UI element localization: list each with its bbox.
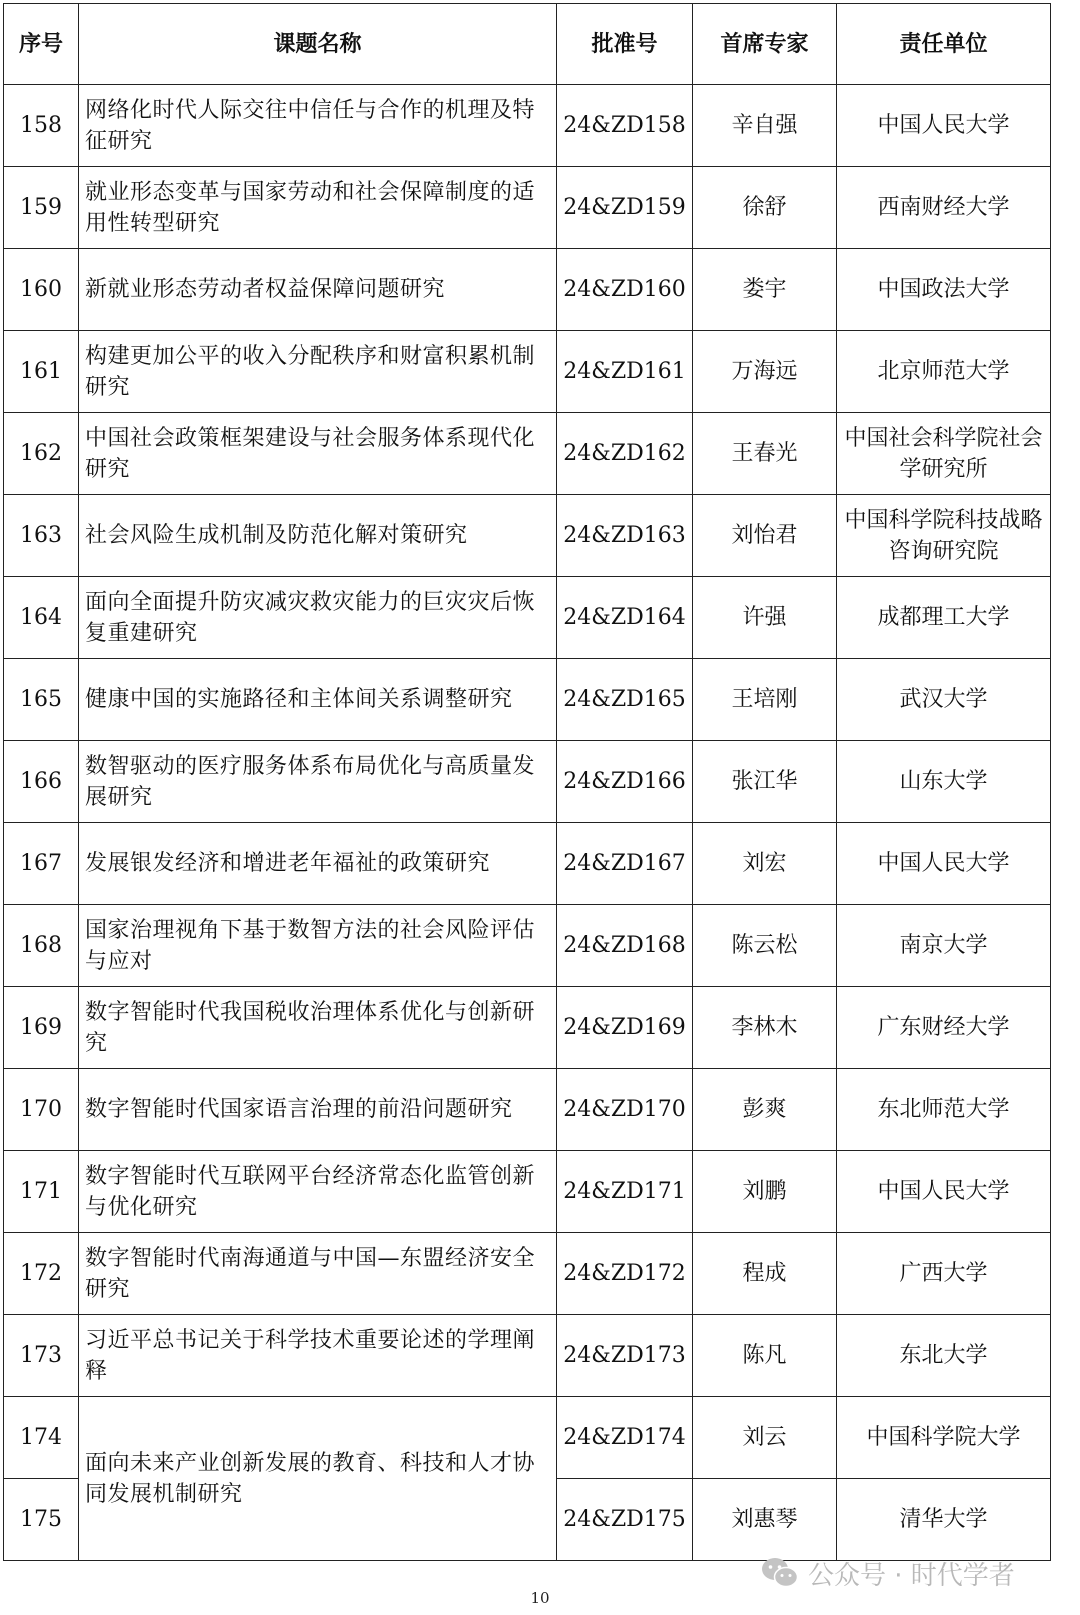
cell-unit: 中国科学院大学 — [837, 1397, 1051, 1479]
cell-unit: 中国人民大学 — [837, 1151, 1051, 1233]
cell-title-merged: 面向未来产业创新发展的教育、科技和人才协同发展机制研究 — [79, 1397, 557, 1561]
cell-unit: 清华大学 — [837, 1479, 1051, 1561]
cell-index: 158 — [4, 85, 79, 167]
cell-expert: 刘鹏 — [693, 1151, 837, 1233]
cell-expert: 陈云松 — [693, 905, 837, 987]
cell-title: 数字智能时代国家语言治理的前沿问题研究 — [79, 1069, 557, 1151]
cell-title: 数字智能时代南海通道与中国—东盟经济安全研究 — [79, 1233, 557, 1315]
cell-unit: 成都理工大学 — [837, 577, 1051, 659]
header-approval: 批准号 — [557, 4, 693, 85]
table-row — [4, 1233, 1051, 1315]
cell-approval: 24&ZD158 — [557, 85, 693, 167]
cell-expert: 徐舒 — [693, 167, 837, 249]
cell-approval: 24&ZD172 — [557, 1233, 693, 1315]
cell-unit: 中国社会科学院社会学研究所 — [837, 413, 1051, 495]
project-table — [3, 3, 1051, 1561]
cell-approval: 24&ZD166 — [557, 741, 693, 823]
cell-title: 构建更加公平的收入分配秩序和财富积累机制研究 — [79, 331, 557, 413]
cell-unit: 广西大学 — [837, 1233, 1051, 1315]
header-title: 课题名称 — [79, 4, 557, 85]
cell-expert: 王春光 — [693, 413, 837, 495]
cell-approval: 24&ZD170 — [557, 1069, 693, 1151]
cell-unit: 山东大学 — [837, 741, 1051, 823]
cell-title: 数智驱动的医疗服务体系布局优化与高质量发展研究 — [79, 741, 557, 823]
cell-index: 172 — [4, 1233, 79, 1315]
table-body — [4, 85, 1051, 1561]
cell-index: 175 — [4, 1479, 79, 1561]
table-row — [4, 331, 1051, 413]
cell-approval: 24&ZD162 — [557, 413, 693, 495]
cell-title: 面向全面提升防灾减灾救灾能力的巨灾灾后恢复重建研究 — [79, 577, 557, 659]
cell-unit: 中国政法大学 — [837, 249, 1051, 331]
cell-title: 习近平总书记关于科学技术重要论述的学理阐释 — [79, 1315, 557, 1397]
table-row — [4, 495, 1051, 577]
cell-approval: 24&ZD173 — [557, 1315, 693, 1397]
cell-approval: 24&ZD165 — [557, 659, 693, 741]
table-row — [4, 249, 1051, 331]
cell-index: 162 — [4, 413, 79, 495]
cell-unit: 东北大学 — [837, 1315, 1051, 1397]
cell-expert: 刘宏 — [693, 823, 837, 905]
table-row — [4, 1069, 1051, 1151]
table-row — [4, 659, 1051, 741]
header-unit: 责任单位 — [837, 4, 1051, 85]
cell-expert: 刘惠琴 — [693, 1479, 837, 1561]
table-row — [4, 1151, 1051, 1233]
table-header-row — [4, 4, 1051, 85]
header-expert: 首席专家 — [693, 4, 837, 85]
cell-expert: 刘怡君 — [693, 495, 837, 577]
table-row — [4, 823, 1051, 905]
cell-index: 171 — [4, 1151, 79, 1233]
cell-expert: 张江华 — [693, 741, 837, 823]
table-row — [4, 577, 1051, 659]
wechat-icon — [760, 1556, 800, 1590]
cell-approval: 24&ZD174 — [557, 1397, 693, 1479]
cell-unit: 南京大学 — [837, 905, 1051, 987]
cell-approval: 24&ZD171 — [557, 1151, 693, 1233]
cell-approval: 24&ZD161 — [557, 331, 693, 413]
cell-title: 中国社会政策框架建设与社会服务体系现代化研究 — [79, 413, 557, 495]
cell-title: 国家治理视角下基于数智方法的社会风险评估与应对 — [79, 905, 557, 987]
cell-approval: 24&ZD159 — [557, 167, 693, 249]
cell-unit: 北京师范大学 — [837, 331, 1051, 413]
cell-title: 数字智能时代互联网平台经济常态化监管创新与优化研究 — [79, 1151, 557, 1233]
table-row — [4, 413, 1051, 495]
cell-expert: 王培刚 — [693, 659, 837, 741]
cell-index: 170 — [4, 1069, 79, 1151]
cell-approval: 24&ZD163 — [557, 495, 693, 577]
cell-unit: 东北师范大学 — [837, 1069, 1051, 1151]
cell-expert: 陈凡 — [693, 1315, 837, 1397]
cell-expert: 刘云 — [693, 1397, 837, 1479]
cell-index: 163 — [4, 495, 79, 577]
cell-approval: 24&ZD168 — [557, 905, 693, 987]
cell-unit: 中国人民大学 — [837, 823, 1051, 905]
cell-title: 社会风险生成机制及防范化解对策研究 — [79, 495, 557, 577]
cell-index: 160 — [4, 249, 79, 331]
cell-expert: 程成 — [693, 1233, 837, 1315]
watermark-text: 公众号 · 时代学者 — [808, 1560, 1015, 1591]
table-row — [4, 741, 1051, 823]
cell-approval: 24&ZD169 — [557, 987, 693, 1069]
cell-approval: 24&ZD167 — [557, 823, 693, 905]
cell-expert: 许强 — [693, 577, 837, 659]
cell-title: 新就业形态劳动者权益保障问题研究 — [79, 249, 557, 331]
cell-index: 167 — [4, 823, 79, 905]
cell-title: 网络化时代人际交往中信任与合作的机理及特征研究 — [79, 85, 557, 167]
cell-approval: 24&ZD164 — [557, 577, 693, 659]
cell-index: 168 — [4, 905, 79, 987]
cell-title: 健康中国的实施路径和主体间关系调整研究 — [79, 659, 557, 741]
table-row — [4, 1397, 1051, 1479]
cell-title: 发展银发经济和增进老年福祉的政策研究 — [79, 823, 557, 905]
cell-index: 166 — [4, 741, 79, 823]
cell-expert: 万海远 — [693, 331, 837, 413]
cell-index: 164 — [4, 577, 79, 659]
page-number: 10 — [530, 1589, 550, 1607]
cell-expert: 李林木 — [693, 987, 837, 1069]
cell-approval: 24&ZD175 — [557, 1479, 693, 1561]
cell-index: 173 — [4, 1315, 79, 1397]
table-row — [4, 987, 1051, 1069]
cell-expert: 彭爽 — [693, 1069, 837, 1151]
cell-index: 169 — [4, 987, 79, 1069]
cell-index: 159 — [4, 167, 79, 249]
cell-index: 174 — [4, 1397, 79, 1479]
cell-unit: 西南财经大学 — [837, 167, 1051, 249]
cell-unit: 武汉大学 — [837, 659, 1051, 741]
cell-index: 165 — [4, 659, 79, 741]
table-row — [4, 167, 1051, 249]
header-index: 序号 — [4, 4, 79, 85]
cell-unit: 中国人民大学 — [837, 85, 1051, 167]
table-row — [4, 905, 1051, 987]
table-row — [4, 85, 1051, 167]
cell-title: 就业形态变革与国家劳动和社会保障制度的适用性转型研究 — [79, 167, 557, 249]
cell-expert: 辛自强 — [693, 85, 837, 167]
cell-expert: 娄宇 — [693, 249, 837, 331]
cell-unit: 广东财经大学 — [837, 987, 1051, 1069]
table-row — [4, 1315, 1051, 1397]
cell-index: 161 — [4, 331, 79, 413]
cell-unit: 中国科学院科技战略咨询研究院 — [837, 495, 1051, 577]
cell-title: 数字智能时代我国税收治理体系优化与创新研究 — [79, 987, 557, 1069]
cell-approval: 24&ZD160 — [557, 249, 693, 331]
watermark — [760, 1553, 1015, 1593]
